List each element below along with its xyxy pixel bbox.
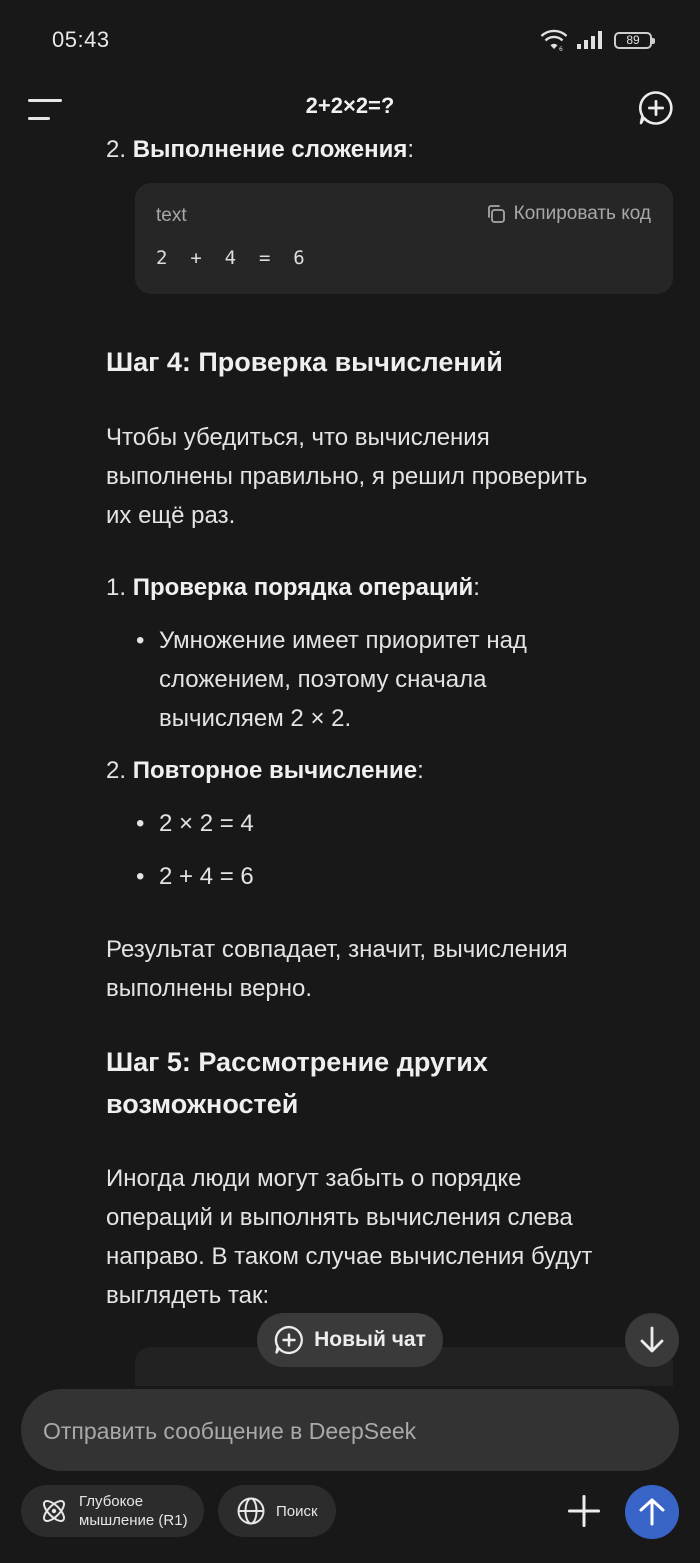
new-chat-icon [274,1325,304,1355]
message-input[interactable] [41,1389,665,1473]
deep-think-toggle[interactable] [21,1485,204,1537]
composer-toolbar [0,1485,700,1541]
list-item: 1. Проверка порядка операций: [106,574,480,601]
battery-icon: 89 [614,32,652,49]
step5-heading: Шаг 5: Рассмотрение других возможностей [106,1047,488,1119]
arrow-up-icon [638,1497,666,1527]
result-paragraph: Результат совпадает, значит, вычисления выполнены верно. [106,936,568,1002]
bullet-dot: • [136,863,145,890]
bullet-dot: • [136,627,145,654]
new-chat-icon[interactable] [638,90,674,126]
status-icons [540,29,652,51]
chat-title: 2+2×2=? [305,93,395,118]
app-header [0,80,700,136]
chat-content: 2. Выполнение сложения: text Копировать код 2 + 4 = 6 Шаг 4: Проверка вычислений Чтобы убедиться, что вычисления выполнены правильно, я решил проверить их ещё раз. 1. Проверка порядка операций: • Умножение имеет приоритет над сложением, поэтому сначала вычисляем 2 × 2. 2. Повторное вычисление: • 2 × 2 = 4 • 2 + 4 = 6 Результат совпадает, значит, вычисления выполнены верно. Шаг 5: Рассмотрение других возможностей Иногда люди могут забыть о порядке операций и выполнять вычисления слева направо. В таком случае вычисления будут выглядеть так: [0,136,700,1386]
send-button[interactable] [625,1485,679,1539]
step5-paragraph: Иногда люди могут забыть о порядке операций и выполнять вычисления слева направо. В таком случае вычисления будут выглядеть так: [106,1165,593,1309]
status-time: 05:43 [52,27,110,52]
arrow-down-icon [639,1326,665,1354]
code-language: text [156,205,187,226]
list-item-bold: Проверка порядка операций [132,574,474,601]
code-block [135,183,673,294]
wifi-icon [540,29,568,51]
copy-icon [486,204,506,224]
new-chat-button[interactable] [257,1313,443,1367]
svg-text:6: 6 [559,46,563,51]
step4-paragraph: Чтобы убедиться, что вычисления выполнены правильно, я решил проверить их ещё раз. [106,424,588,529]
code-line: 2 + 4 = 6 [156,247,305,269]
list-item-bold: Повторное вычисление [132,757,418,784]
list-item-bold: Выполнение сложения [132,136,408,163]
atom-icon [39,1496,69,1526]
search-label: Поиск [276,1502,318,1520]
scroll-down-button[interactable] [625,1313,679,1367]
deep-think-label: Глубокое мышление (R1) [79,1493,188,1529]
status-bar [0,0,700,80]
list-item: 2. Повторное вычисление: [106,757,424,784]
plus-icon[interactable] [564,1491,604,1531]
globe-icon [236,1496,266,1526]
bullet-dot: • [136,810,145,837]
new-chat-label: Новый чат [314,1328,426,1351]
step4-heading: Шаг 4: Проверка вычислений [106,347,503,377]
signal-icon [576,30,606,50]
copy-code-label: Копировать код [513,203,651,224]
message-composer [21,1389,679,1471]
search-toggle[interactable] [218,1485,336,1537]
copy-code-button[interactable] [486,203,651,225]
list-item: 2. Выполнение сложения: [106,136,415,163]
